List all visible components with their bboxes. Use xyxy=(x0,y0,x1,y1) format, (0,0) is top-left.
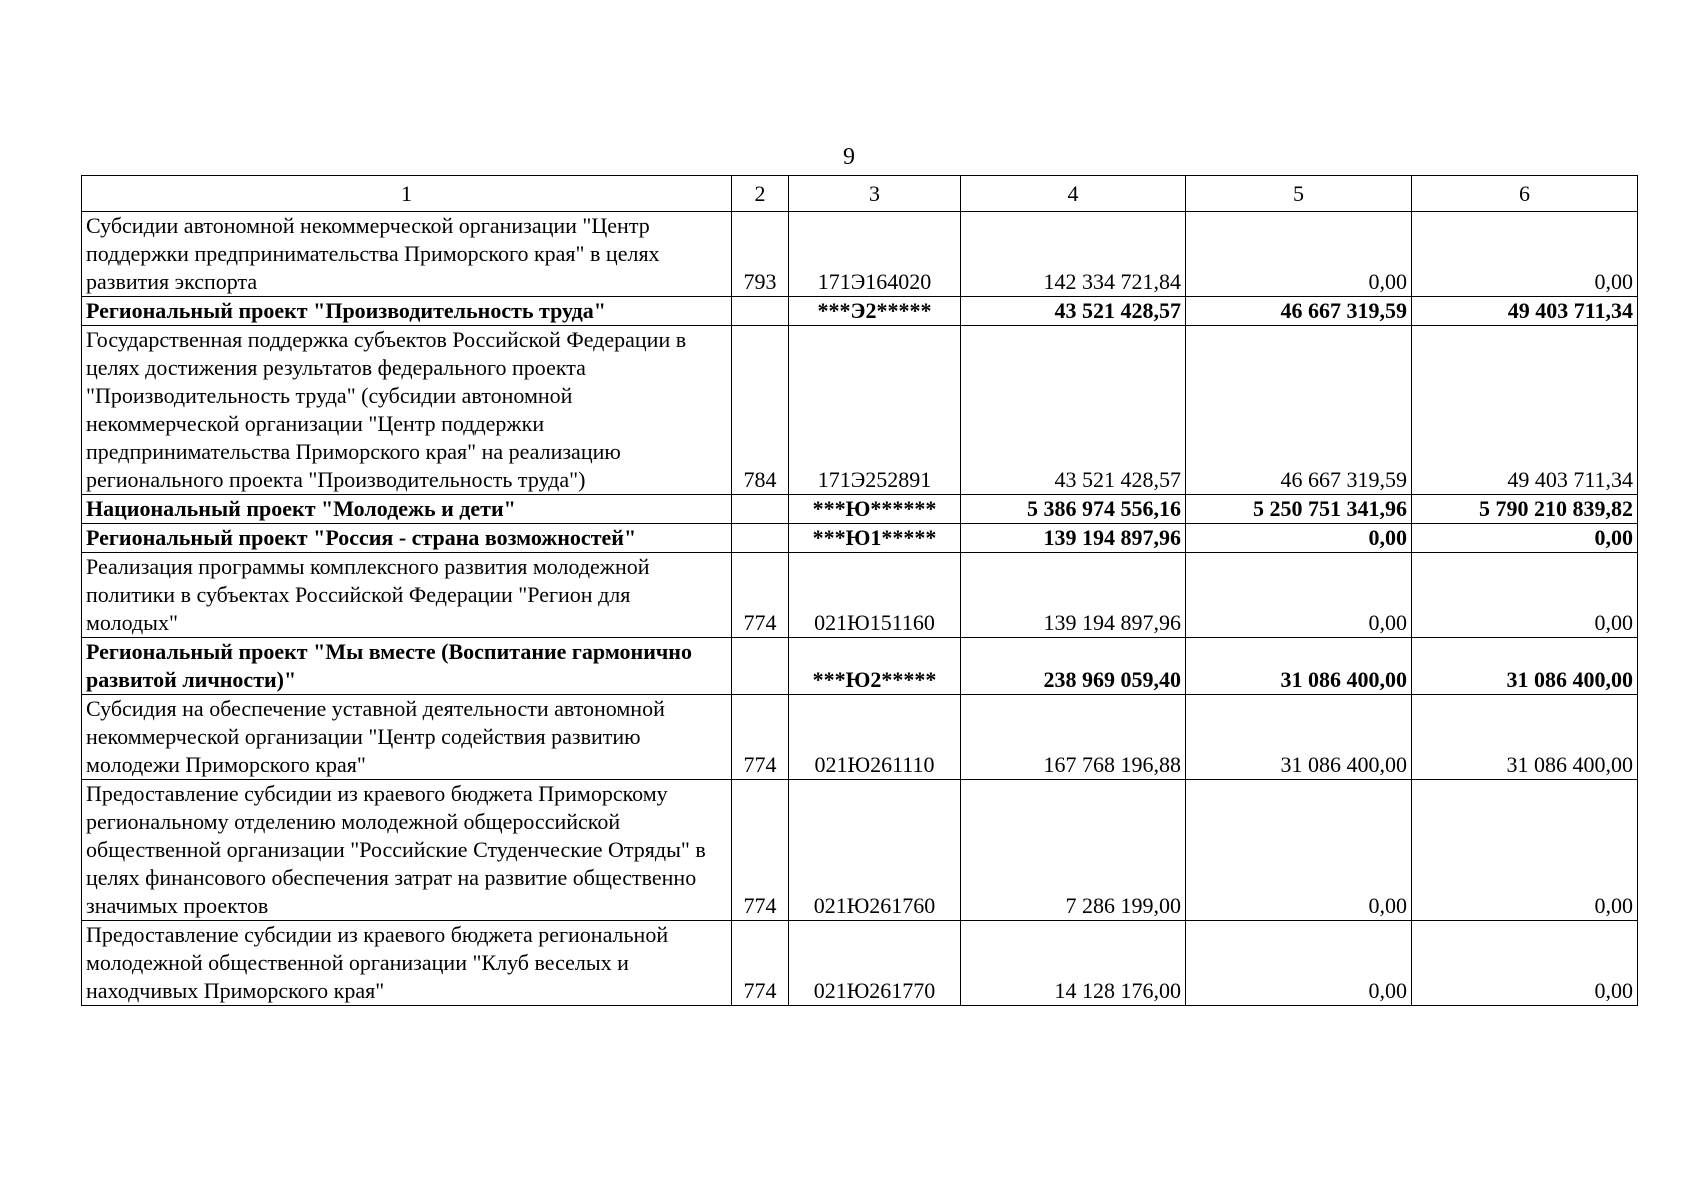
row-value-col4-cell: 139 194 897,96 xyxy=(961,553,1186,638)
table-row xyxy=(82,780,1638,921)
row-admin-code-cell: 793 xyxy=(732,212,789,297)
table-row-project xyxy=(82,495,1638,524)
table-row xyxy=(82,921,1638,1006)
row-name-cell: Предоставление субсидии из краевого бюджета региональной молодежной общественной организации "Клуб веселых и находчивых Приморского края" xyxy=(82,921,732,1006)
header-col-1: 1 xyxy=(82,176,732,212)
row-value-col4-cell: 238 969 059,40 xyxy=(961,638,1186,695)
row-name-cell: Предоставление субсидии из краевого бюджета Приморскому региональному отделению молодежной общероссийской общественной организации "Российские Студенческие Отряды" в целях финансового обеспечения затрат на развитие общественно значимых проектов xyxy=(82,780,732,921)
row-target-code-cell: 021Ю151160 xyxy=(789,553,961,638)
row-admin-code-cell: 774 xyxy=(732,695,789,780)
row-value-col5-cell: 0,00 xyxy=(1186,212,1412,297)
row-target-code-cell: 021Ю261110 xyxy=(789,695,961,780)
row-value-col4-cell: 43 521 428,57 xyxy=(961,326,1186,495)
row-admin-code-cell xyxy=(732,495,789,524)
row-admin-code-cell xyxy=(732,638,789,695)
row-value-col4-cell: 167 768 196,88 xyxy=(961,695,1186,780)
table-body xyxy=(82,212,1638,1006)
row-value-col6-cell: 31 086 400,00 xyxy=(1412,695,1638,780)
page-number: 9 xyxy=(843,144,855,170)
row-name-cell: Региональный проект "Россия - страна возможностей" xyxy=(82,524,732,553)
row-admin-code-cell: 784 xyxy=(732,326,789,495)
row-value-col5-cell: 31 086 400,00 xyxy=(1186,695,1412,780)
table-row-project xyxy=(82,524,1638,553)
row-value-col5-cell: 31 086 400,00 xyxy=(1186,638,1412,695)
header-col-2: 2 xyxy=(732,176,789,212)
row-target-code-cell: ***Ю1***** xyxy=(789,524,961,553)
row-value-col4-cell: 142 334 721,84 xyxy=(961,212,1186,297)
row-target-code-cell: 021Ю261770 xyxy=(789,921,961,1006)
row-value-col5-cell: 0,00 xyxy=(1186,553,1412,638)
row-target-code-cell: 171Э252891 xyxy=(789,326,961,495)
row-admin-code-cell: 774 xyxy=(732,921,789,1006)
header-col-5: 5 xyxy=(1186,176,1412,212)
row-target-code-cell: ***Ю2***** xyxy=(789,638,961,695)
row-value-col5-cell: 0,00 xyxy=(1186,780,1412,921)
row-value-col5-cell: 5 250 751 341,96 xyxy=(1186,495,1412,524)
table-row xyxy=(82,553,1638,638)
row-value-col6-cell: 31 086 400,00 xyxy=(1412,638,1638,695)
row-admin-code-cell: 774 xyxy=(732,780,789,921)
row-name-cell: Реализация программы комплексного развития молодежной политики в субъектах Российской Федерации "Регион для молодых" xyxy=(82,553,732,638)
table-row xyxy=(82,695,1638,780)
row-target-code-cell: ***Э2***** xyxy=(789,297,961,326)
row-name-cell: Субсидия на обеспечение уставной деятельности автономной некоммерческой организации "Центр содействия развитию молодежи Приморского края" xyxy=(82,695,732,780)
header-col-4: 4 xyxy=(961,176,1186,212)
row-name-cell: Субсидии автономной некоммерческой организации "Центр поддержки предпринимательства Приморского края" в целях развития экспорта xyxy=(82,212,732,297)
row-value-col5-cell: 0,00 xyxy=(1186,921,1412,1006)
header-col-6: 6 xyxy=(1412,176,1638,212)
row-target-code-cell: ***Ю****** xyxy=(789,495,961,524)
budget-table xyxy=(81,175,1638,1006)
row-value-col6-cell: 5 790 210 839,82 xyxy=(1412,495,1638,524)
row-value-col6-cell: 49 403 711,34 xyxy=(1412,326,1638,495)
row-value-col4-cell: 7 286 199,00 xyxy=(961,780,1186,921)
row-value-col4-cell: 43 521 428,57 xyxy=(961,297,1186,326)
row-admin-code-cell: 774 xyxy=(732,553,789,638)
row-value-col4-cell: 139 194 897,96 xyxy=(961,524,1186,553)
header-row xyxy=(82,176,1638,212)
row-name-cell: Государственная поддержка субъектов Российской Федерации в целях достижения результатов федерального проекта "Производительность труда" (субсидии автономной некоммерческой организации "Центр поддержки предпринимательства Приморского края" на реализацию регионального проекта "Производительность труда") xyxy=(82,326,732,495)
table-row xyxy=(82,212,1638,297)
row-target-code-cell: 171Э164020 xyxy=(789,212,961,297)
row-name-cell: Региональный проект "Мы вместе (Воспитание гармонично развитой личности)" xyxy=(82,638,732,695)
row-value-col4-cell: 5 386 974 556,16 xyxy=(961,495,1186,524)
row-value-col6-cell: 0,00 xyxy=(1412,524,1638,553)
header-col-3: 3 xyxy=(789,176,961,212)
row-value-col5-cell: 0,00 xyxy=(1186,524,1412,553)
row-name-cell: Региональный проект "Производительность труда" xyxy=(82,297,732,326)
row-name-cell: Национальный проект "Молодежь и дети" xyxy=(82,495,732,524)
row-value-col4-cell: 14 128 176,00 xyxy=(961,921,1186,1006)
table-row-project xyxy=(82,297,1638,326)
row-value-col6-cell: 0,00 xyxy=(1412,212,1638,297)
row-value-col5-cell: 46 667 319,59 xyxy=(1186,297,1412,326)
row-admin-code-cell xyxy=(732,524,789,553)
row-value-col6-cell: 0,00 xyxy=(1412,780,1638,921)
table-row xyxy=(82,326,1638,495)
row-value-col5-cell: 46 667 319,59 xyxy=(1186,326,1412,495)
row-value-col6-cell: 0,00 xyxy=(1412,553,1638,638)
table-row-project xyxy=(82,638,1638,695)
row-value-col6-cell: 49 403 711,34 xyxy=(1412,297,1638,326)
row-target-code-cell: 021Ю261760 xyxy=(789,780,961,921)
row-value-col6-cell: 0,00 xyxy=(1412,921,1638,1006)
row-admin-code-cell xyxy=(732,297,789,326)
